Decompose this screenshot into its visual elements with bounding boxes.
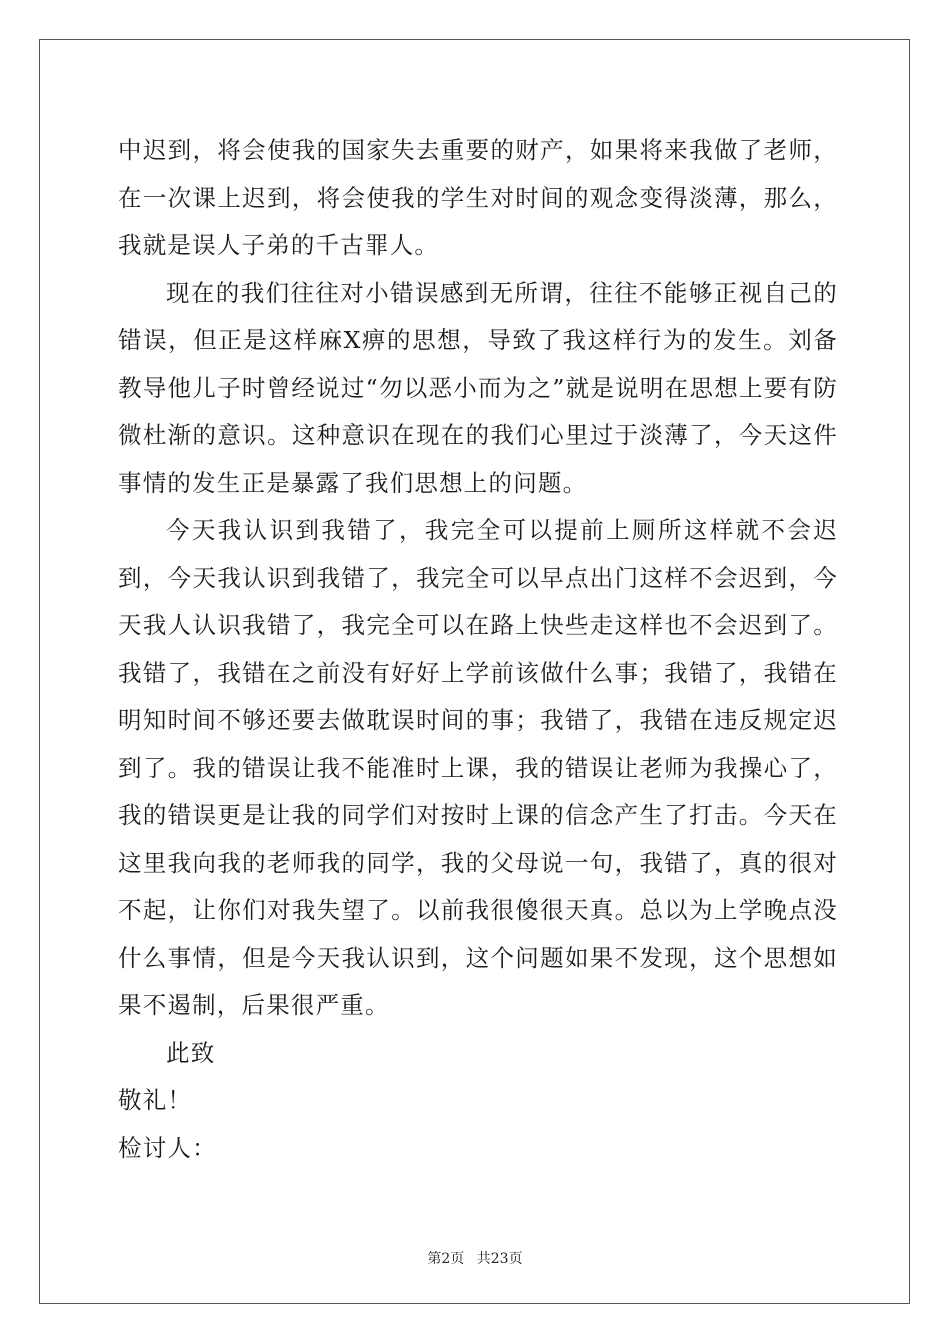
page-number: 第2页 <box>427 1251 465 1267</box>
closing-line: 此致 <box>166 1038 216 1067</box>
paragraph: 今天我认识到我错了，我完全可以提前上厕所这样就不会迟到，今天我认识到我错了，我完全可以早点出门这样不会迟到，今天我人认识我错了，我完全可以在路上快些走这样也不会迟到了。我错了，我错在之前没有好好上学前该做什么事；我错了，我错在明知时间不够还要去做耽误时间的事；我错了，我错在违反规定迟到了。我的错误让我不能准时上课，我的错误让老师为我操心了，我的错误更是让我的同学们对按时上课的信念产生了打击。今天在这里我向我的老师我的同学，我的父母说一句，我错了，真的很对不起，让你们对我失望了。以前我很傻很天真。总以为上学晚点没什么事情，但是今天我认识到，这个问题如果不发现，这个思想如果不遏制，后果很严重。 <box>118 516 838 1019</box>
paragraph: 现在的我们往往对小错误感到无所谓，往往不能够正视自己的错误，但正是这样麻X痹的思想，导致了我这样行为的发生。刘备教导他儿子时曾经说过“勿以恶小而为之”就是说明在思想上要有防微杜渐的意识。这种意识在现在的我们心里过于淡薄了，今天这件事情的发生正是暴露了我们思想上的问题。 <box>118 278 838 497</box>
paragraph-continued: 中迟到，将会使我的国家失去重要的财产，如果将来我做了老师，在一次课上迟到，将会使我的学生对时间的观念变得淡薄，那么，我就是误人子弟的千古罪人。 <box>118 136 838 259</box>
page-footer <box>0 1248 950 1268</box>
page-total: 共23页 <box>476 1251 523 1267</box>
signature-label: 检讨人： <box>118 1133 217 1162</box>
document-body <box>118 127 838 1172</box>
salute-line: 敬礼！ <box>118 1086 193 1114</box>
